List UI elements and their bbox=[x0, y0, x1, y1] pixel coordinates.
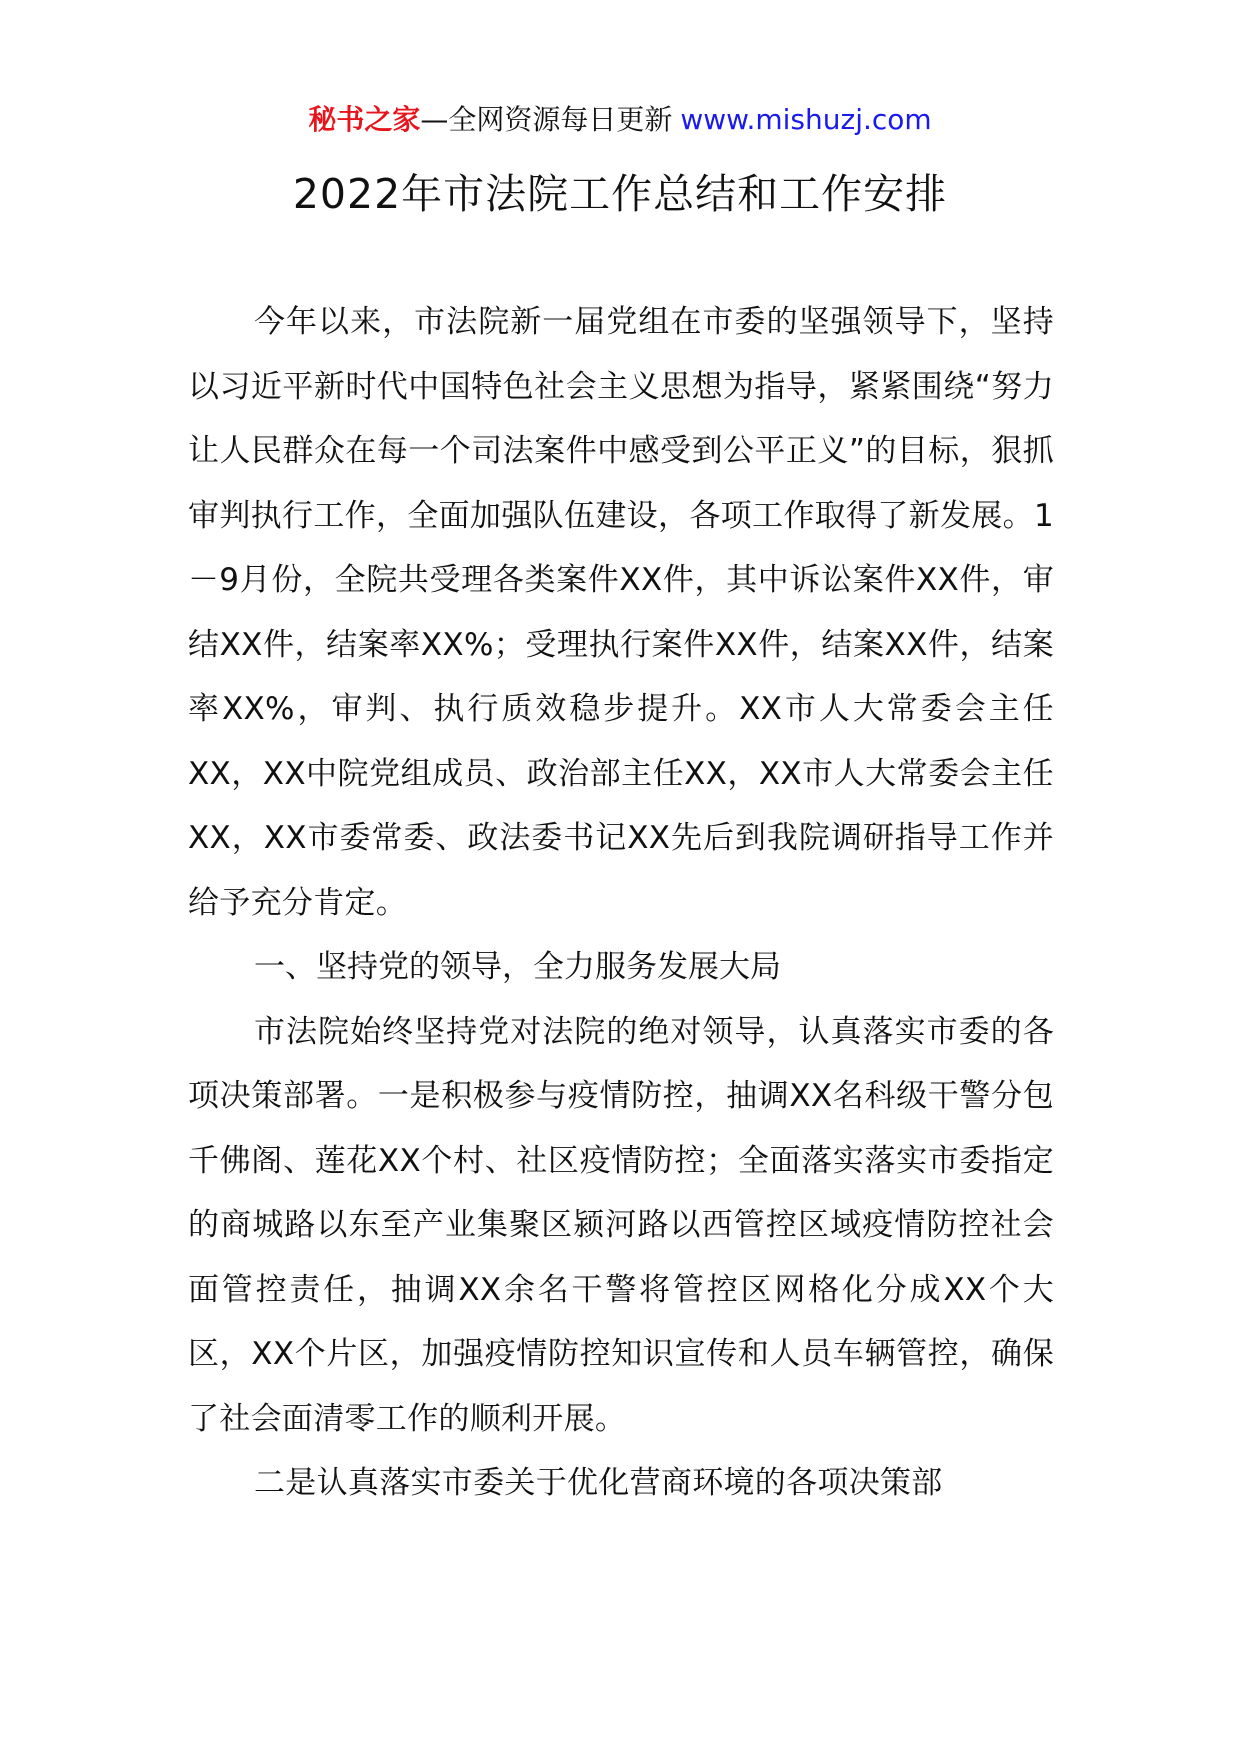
document-title: 2022年市法院工作总结和工作安排 bbox=[292, 170, 948, 218]
site-url-link[interactable]: www.mishuzj.com bbox=[680, 103, 932, 136]
site-tagline: —全网资源每日更新 bbox=[420, 103, 673, 136]
section-1-heading: 一、坚持党的领导，全力服务发展大局 bbox=[254, 949, 781, 985]
document-body bbox=[188, 290, 1054, 1516]
site-name: 秘书之家 bbox=[308, 103, 421, 136]
site-header bbox=[0, 100, 1240, 140]
intro-paragraph: 今年以来，市法院新一届党组在市委的坚强领导下，坚持以习近平新时代中国特色社会主义思想为指导，紧紧围绕“努力让人民群众在每一个司法案件中感受到公平正义”的目标，狠抓审判执行工作，全面加强队伍建设，各项工作取得了新发展。1－9月份，全院共受理各类案件XX件，其中诉讼案件XX件，审结XX件，结案率XX%；受理执行案件XX件，结案XX件，结案率XX%，审判、执行质效稳步提升。XX市人大常委会主任XX，XX中院党组成员、政治部主任XX，XX市人大常委会主任XX，XX市委常委、政法委书记XX先后到我院调研指导工作并给予充分肯定。 bbox=[188, 304, 1054, 921]
section-1-paragraph: 二是认真落实市委关于优化营商环境的各项决策部 bbox=[254, 1465, 943, 1501]
section-1-paragraph: 市法院始终坚持党对法院的绝对领导，认真落实市委的各项决策部署。一是积极参与疫情防控，抽调XX名科级干警分包千佛阁、莲花XX个村、社区疫情防控；全面落实落实市委指定的商城路以东至产业集聚区颍河路以西管控区域疫情防控社会面管控责任，抽调XX余名干警将管控区网格化分成XX个大区，XX个片区，加强疫情防控知识宣传和人员车辆管控，确保了社会面清零工作的顺利开展。 bbox=[188, 1013, 1054, 1437]
